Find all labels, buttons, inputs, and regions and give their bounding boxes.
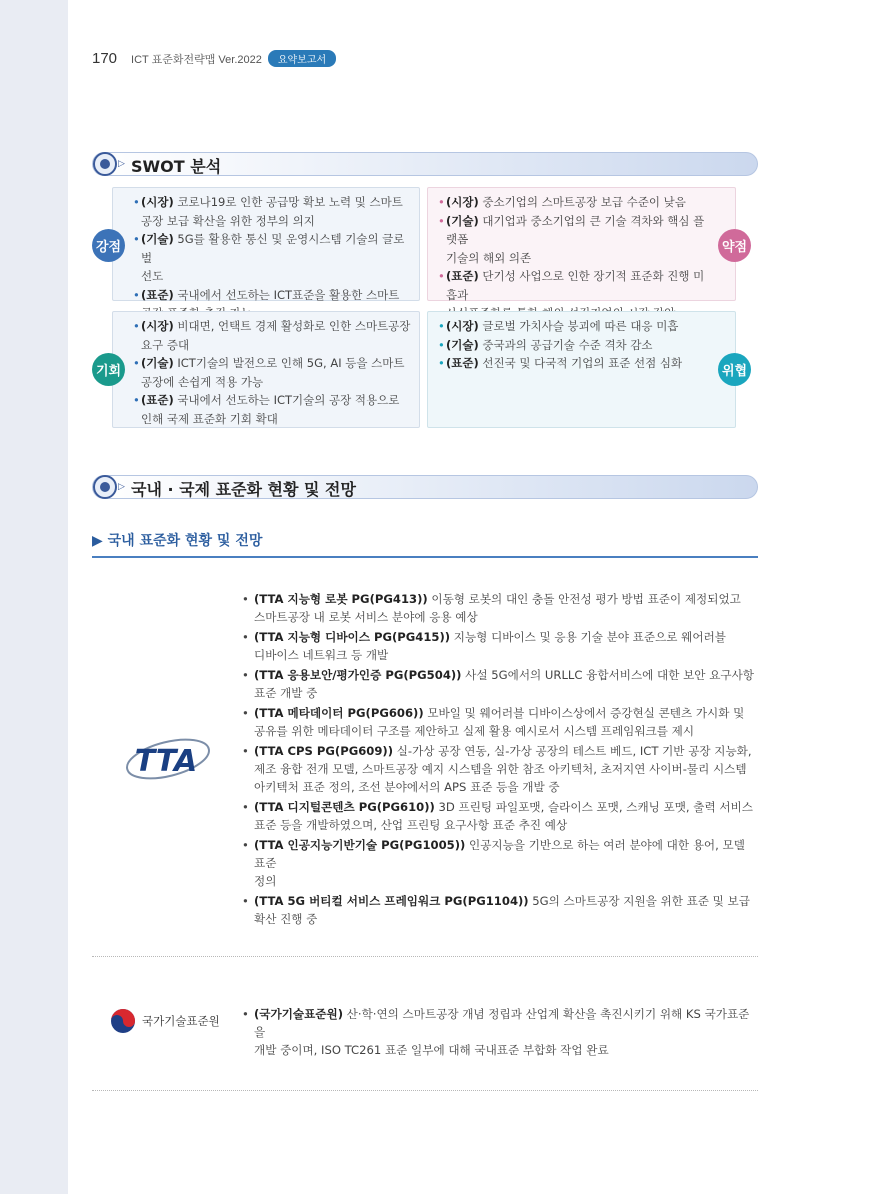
item-key: (TTA 응용보안/평가인증 PG(PG504))	[254, 668, 462, 682]
item-key: (표준)	[141, 287, 174, 302]
item-text: 중국과의 공급기술 수준 격차 감소	[478, 337, 653, 352]
section-title: 국내 · 국제 표준화 현황 및 전망	[131, 480, 356, 499]
page-number: 170	[92, 50, 118, 67]
list-item	[240, 892, 756, 928]
item-key: (국가기술표준원)	[254, 1007, 343, 1021]
list-item	[438, 336, 709, 355]
bullet-icon: •	[242, 894, 249, 908]
bullet-icon: •	[133, 232, 140, 246]
swot-weakness-box	[427, 187, 736, 301]
item-key: (시장)	[446, 195, 479, 209]
item-text: 코로나19로 인한 공급망 확보 노력 및 스마트	[173, 195, 403, 209]
bullet-icon: •	[438, 356, 445, 370]
bullet-icon: •	[133, 356, 140, 370]
item-key: (TTA CPS PG(PG609))	[254, 744, 394, 758]
item-text: 이동형 로봇의 대인 충돌 안전성 평가 방법 표준이 제정되었고	[427, 592, 741, 606]
item-text: 실-가상 공장 연동, 실-가상 공장의 테스트 베드, ICT 기반 공장 지능화,	[393, 744, 752, 758]
item-key: (TTA 5G 버티컬 서비스 프레임워크 PG(PG1104))	[254, 894, 529, 908]
item-text-cont: 요구 증대	[141, 337, 190, 352]
item-text: ICT기술의 발전으로 인해 5G, AI 등을 스마트	[173, 356, 405, 370]
swot-opportunity-box	[112, 311, 420, 428]
kats-list	[240, 1005, 756, 1061]
list-item	[438, 212, 709, 268]
target-icon	[93, 475, 117, 499]
strength-label: 강점	[92, 229, 125, 262]
item-key: (기술)	[141, 356, 174, 370]
kats-logo-text: 국가기술표준원	[142, 1014, 220, 1028]
threat-label: 위협	[718, 353, 751, 386]
section-bar-swot	[92, 152, 758, 176]
item-key: (TTA 지능형 로봇 PG(PG413))	[254, 592, 428, 606]
dotted-divider	[92, 1090, 758, 1091]
bullet-icon: •	[133, 319, 140, 333]
list-item	[133, 391, 411, 428]
item-text-cont: 확산 진행 중	[254, 912, 318, 926]
bullet-icon: •	[242, 744, 249, 758]
item-text-cont: 공장 보급 확산을 위한 정부의 의지	[141, 213, 315, 228]
item-key: (기술)	[141, 232, 174, 246]
subsection-divider	[92, 556, 758, 558]
item-text: 선진국 및 다국적 기업의 표준 선점 심화	[478, 356, 683, 370]
item-text-cont: 공장에 손쉽게 적용 가능	[141, 374, 264, 389]
bullet-icon: •	[438, 269, 445, 283]
item-text-cont: 정의	[254, 874, 277, 888]
item-key: (시장)	[141, 195, 174, 209]
weakness-label: 약점	[718, 229, 751, 262]
arrow-right-icon: ▷	[118, 159, 125, 169]
swot-threat-box	[427, 311, 736, 428]
item-text: 단기성 사업으로 인한 장기적 표준화 진행 미흡과	[446, 269, 705, 302]
dotted-divider	[92, 956, 758, 957]
item-text-cont: 표준 개발 중	[254, 686, 318, 700]
item-text-cont: 개발 중이며, ISO TC261 표준 일부에 대해 국내표준 부합화 작업 완료	[254, 1043, 609, 1057]
bullet-icon: •	[438, 319, 445, 333]
item-text: 글로벌 가치사슬 붕괴에 따른 대응 미흡	[478, 319, 679, 333]
list-item	[240, 798, 756, 834]
section-bar-status	[92, 475, 758, 499]
list-item	[133, 317, 411, 354]
list-item	[240, 704, 756, 740]
bullet-icon: •	[133, 393, 140, 407]
item-text-cont: 표준 등을 개발하였으며, 산업 프린팅 요구사항 표준 추진 예상	[254, 818, 568, 832]
bullet-icon: •	[242, 630, 249, 644]
list-item	[133, 354, 411, 391]
item-text: 5G의 스마트공장 지원을 위한 표준 및 보급	[528, 894, 750, 908]
bullet-icon: •	[242, 800, 249, 814]
item-text: 5G를 활용한 통신 및 운영시스템 기술의 글로벌	[141, 232, 405, 265]
bullet-icon: •	[242, 1007, 249, 1021]
item-text-cont: 스마트공장 내 로봇 서비스 분야에 응용 예상	[254, 610, 478, 624]
item-key: (TTA 지능형 디바이스 PG(PG415))	[254, 630, 451, 644]
item-text-cont: 공유를 위한 메타데이터 구조를 제안하고 실제 활용 예시로서 시스템 프레임워크를 제시	[254, 724, 695, 738]
bullet-icon: •	[438, 195, 445, 209]
arrow-right-icon: ▷	[118, 482, 125, 492]
list-item	[240, 1005, 756, 1059]
item-text-cont: 선도	[141, 269, 164, 283]
item-text-cont: 인해 국제 표준화 기회 확대	[141, 411, 278, 426]
item-key: (TTA 인공지능기반기술 PG(PG1005))	[254, 838, 466, 852]
item-text-cont: 기술의 해외 의존	[446, 250, 532, 265]
list-item	[240, 628, 756, 664]
item-key: (표준)	[446, 356, 479, 370]
bullet-icon: •	[133, 195, 140, 209]
item-text: 3D 프린팅 파일포맷, 슬라이스 포맷, 스캐닝 포맷, 출력 서비스	[434, 800, 753, 814]
list-item	[438, 354, 709, 373]
page-margin-strip	[0, 0, 68, 1194]
list-item	[240, 666, 756, 702]
bullet-icon: •	[438, 337, 445, 352]
item-key: (TTA 메타데이터 PG(PG606))	[254, 706, 424, 720]
list-item	[240, 742, 756, 796]
item-text: 비대면, 언택트 경제 활성화로 인한 스마트공장	[173, 319, 411, 333]
item-text: 사설 5G에서의 URLLC 융합서비스에 대한 보안 요구사항	[461, 668, 754, 682]
taegeuk-icon	[110, 1008, 136, 1034]
list-item	[438, 193, 709, 212]
bullet-icon: •	[438, 213, 445, 228]
target-icon	[93, 152, 117, 176]
svg-text:TTA: TTA	[134, 744, 198, 779]
list-item	[133, 230, 411, 286]
opportunity-label: 기회	[92, 353, 125, 386]
bullet-icon: •	[242, 668, 249, 682]
list-item	[240, 590, 756, 626]
item-text: 인공지능을 기반으로 하는 여러 분야에 대한 용어, 모델 표준	[254, 838, 745, 870]
item-text: 대기업과 중소기업의 큰 기술 격차와 핵심 플랫폼	[446, 213, 705, 246]
page-header	[92, 50, 336, 67]
report-tag: 요약보고서	[268, 50, 336, 67]
item-text: 지능형 디바이스 및 응용 기술 분야 표준으로 웨어러블	[450, 630, 726, 644]
item-text: 국내에서 선도하는 ICT표준을 활용한 스마트	[173, 287, 400, 302]
bullet-icon: •	[242, 592, 249, 606]
bullet-icon: •	[133, 287, 140, 302]
list-item	[438, 317, 709, 336]
item-text: 모바일 및 웨어러블 디바이스상에서 증강현실 콘텐츠 가시화 및	[423, 706, 745, 720]
list-item	[240, 836, 756, 890]
item-text: 중소기업의 스마트공장 보급 수준이 낮음	[478, 195, 686, 209]
kats-logo	[110, 1008, 220, 1034]
item-key: (표준)	[141, 393, 174, 407]
item-key: (표준)	[446, 269, 479, 283]
tta-list	[240, 590, 756, 930]
item-text: 산·학·연의 스마트공장 개념 정립과 산업계 확산을 촉진시키기 위해 KS 국가표준을	[254, 1007, 750, 1039]
section-title: SWOT 분석	[131, 157, 222, 176]
item-key: (기술)	[446, 213, 479, 228]
item-text-cont: 제조 융합 전개 모델, 스마트공장 예지 시스템을 위한 참조 아키텍처, 초저지연 사이버-물리 시스템 아키텍처 표준 정의, 조선 분야에서의 APS 표준 등을 개발 중	[254, 762, 747, 794]
item-key: (시장)	[446, 319, 479, 333]
subsection-title: ▶ 국내 표준화 현황 및 전망	[92, 533, 263, 549]
tta-logo	[118, 733, 214, 785]
document-title: ICT 표준화전략맵 Ver.2022	[131, 53, 262, 66]
swot-strength-box	[112, 187, 420, 301]
list-item	[133, 193, 411, 230]
bullet-icon: •	[242, 706, 249, 720]
tta-logo-icon	[118, 733, 214, 785]
item-text-cont: 디바이스 네트워크 등 개발	[254, 648, 389, 662]
item-key: (기술)	[446, 337, 479, 352]
item-key: (TTA 디지털콘텐츠 PG(PG610))	[254, 800, 435, 814]
bullet-icon: •	[242, 838, 249, 852]
item-key: (시장)	[141, 319, 174, 333]
item-text: 국내에서 선도하는 ICT기술의 공장 적용으로	[173, 393, 400, 407]
